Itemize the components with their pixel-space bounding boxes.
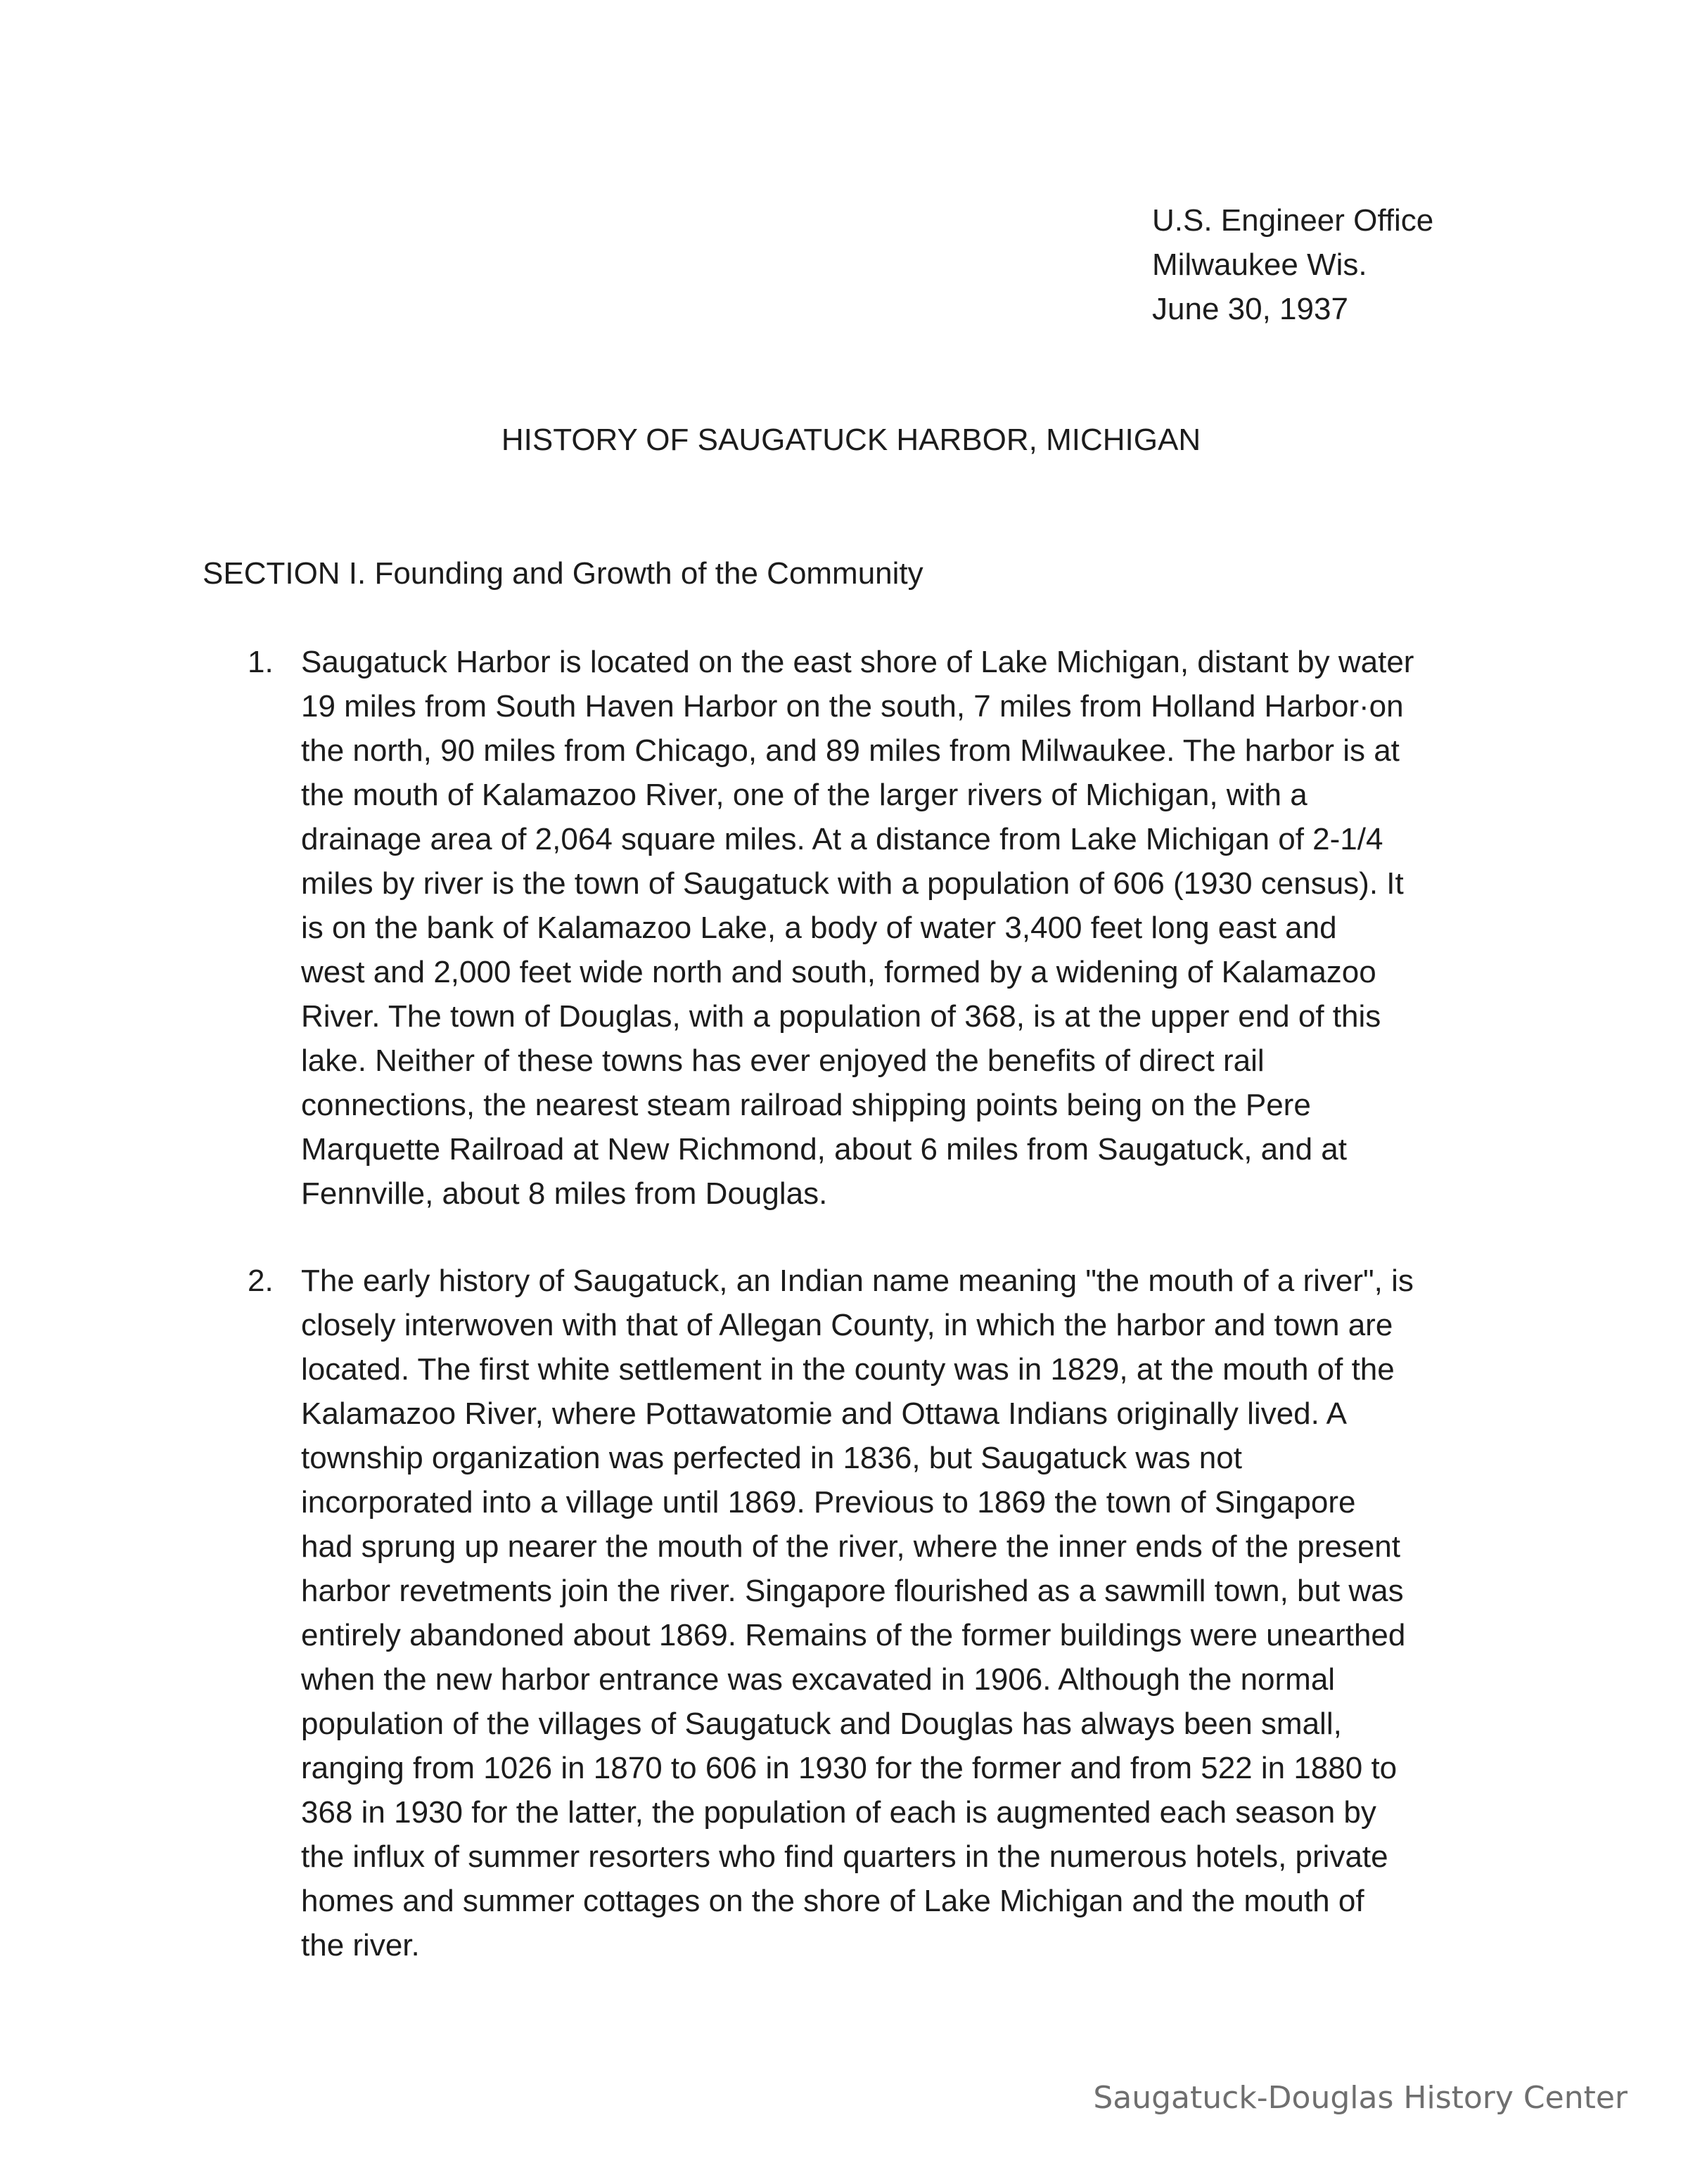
paragraph-line: west and 2,000 feet wide north and south, formed by a widening of Kalamazoo: [301, 955, 1376, 989]
paragraph-line: the mouth of Kalamazoo River, one of the larger rivers of Michigan, with a: [301, 778, 1307, 812]
paragraph-number: 1.: [248, 645, 274, 679]
paragraph-line: drainage area of 2,064 square miles. At a distance from Lake Michigan of 2-1/4: [301, 822, 1383, 856]
paragraph-line: population of the villages of Saugatuck and Douglas has always been small,: [301, 1707, 1342, 1741]
paragraph-line: ranging from 1026 in 1870 to 606 in 1930 for the former and from 522 in 1880 to: [301, 1751, 1398, 1785]
document-date: June 30, 1937: [1152, 292, 1348, 326]
paragraph-line: township organization was perfected in 1836, but Saugatuck was not: [301, 1441, 1242, 1475]
paragraph-line: harbor revetments join the river. Singapore flourished as a sawmill town, but was: [301, 1574, 1404, 1608]
paragraph-line: is on the bank of Kalamazoo Lake, a body of water 3,400 feet long east and: [301, 911, 1337, 945]
document-title: HISTORY OF SAUGATUCK HARBOR, MICHIGAN: [501, 423, 1201, 457]
paragraph-line: incorporated into a village until 1869. Previous to 1869 the town of Singapore: [301, 1485, 1356, 1520]
paragraph-line: homes and summer cottages on the shore of Lake Michigan and the mouth of: [301, 1884, 1364, 1918]
paragraph-line: The early history of Saugatuck, an Indian name meaning "the mouth of a river", is: [301, 1264, 1414, 1298]
numbered-paragraph: [248, 1259, 1539, 1967]
paragraph-number: 2.: [248, 1264, 274, 1298]
paragraph-line: 368 in 1930 for the latter, the population of each is augmented each season by: [301, 1795, 1376, 1830]
paragraph-line: Kalamazoo River, where Pottawatomie and Ottawa Indians originally lived. A: [301, 1396, 1347, 1431]
paragraph-line: the river.: [301, 1928, 420, 1963]
paragraph-line: had sprung up nearer the mouth of the river, where the inner ends of the present: [301, 1529, 1400, 1564]
paragraph-line: miles by river is the town of Saugatuck with a population of 606 (1930 census). It: [301, 866, 1404, 901]
paragraph-line: closely interwoven with that of Allegan County, in which the harbor and town are: [301, 1308, 1393, 1342]
office-location: Milwaukee Wis.: [1152, 248, 1367, 282]
paragraph-line: Fennville, about 8 miles from Douglas.: [301, 1176, 828, 1211]
paragraph-line: located. The first white settlement in the county was in 1829, at the mouth of the: [301, 1352, 1395, 1387]
archive-watermark: Saugatuck-Douglas History Center: [1093, 2080, 1628, 2116]
paragraph-line: River. The town of Douglas, with a population of 368, is at the upper end of this: [301, 999, 1381, 1034]
letterhead-block: [1152, 198, 1433, 331]
paragraph-line: entirely abandoned about 1869. Remains of the former buildings were unearthed: [301, 1618, 1406, 1652]
section-heading: SECTION I. Founding and Growth of the Community: [203, 556, 923, 591]
paragraph-line: lake. Neither of these towns has ever enjoyed the benefits of direct rail: [301, 1043, 1265, 1078]
paragraph-line: when the new harbor entrance was excavated in 1906. Although the normal: [301, 1662, 1336, 1697]
paragraph-line: the north, 90 miles from Chicago, and 89 miles from Milwaukee. The harbor is at: [301, 733, 1400, 768]
office-name: U.S. Engineer Office: [1152, 203, 1434, 238]
paragraph-line: Marquette Railroad at New Richmond, about 6 miles from Saugatuck, and at: [301, 1132, 1347, 1167]
paragraph-line: Saugatuck Harbor is located on the east shore of Lake Michigan, distant by water: [301, 645, 1414, 679]
numbered-paragraph: [248, 640, 1539, 1216]
paragraph-line: 19 miles from South Haven Harbor on the south, 7 miles from Holland Harbor·on: [301, 689, 1404, 724]
paragraph-line: connections, the nearest steam railroad shipping points being on the Pere: [301, 1088, 1311, 1122]
paragraph-line: the influx of summer resorters who find quarters in the numerous hotels, private: [301, 1839, 1388, 1874]
